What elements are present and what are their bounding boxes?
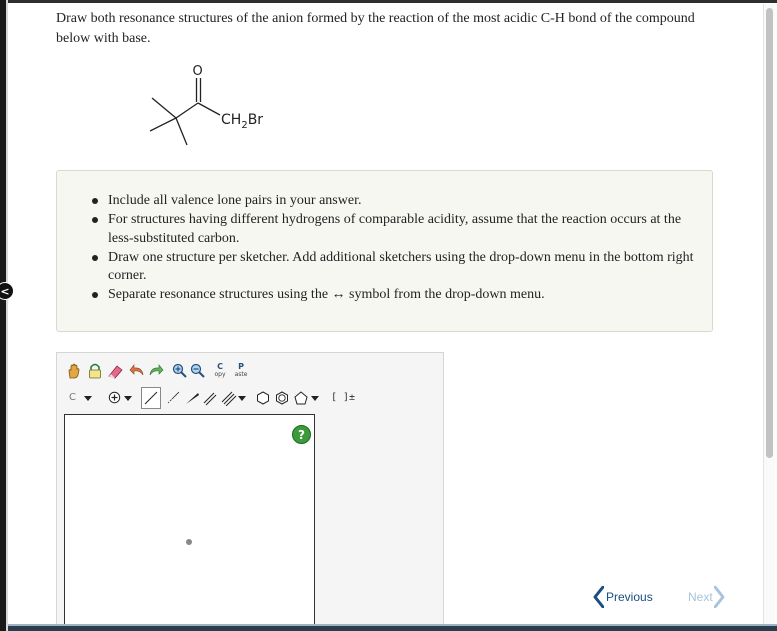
charge-plus-icon[interactable]	[108, 391, 121, 404]
double-bond-icon[interactable]	[202, 390, 218, 406]
bond-to-carbonyl	[176, 103, 198, 118]
instructions-box	[56, 170, 713, 332]
molecule-sketcher	[56, 352, 444, 631]
canvas-cursor-dot	[186, 539, 192, 545]
hand-icon[interactable]	[66, 363, 82, 379]
top-border	[8, 0, 777, 3]
methyl-bond-down	[176, 118, 187, 145]
methyl-bond-upper-left	[152, 98, 176, 118]
lock-icon[interactable]	[88, 363, 102, 379]
instruction-item: Include all valence lone pairs in your answer.	[87, 192, 700, 211]
chevron-left-icon	[592, 586, 604, 608]
chevron-down-icon[interactable]	[238, 396, 246, 402]
instruction-item: For structures having different hydrogens of comparable acidity, assume that the reaction occurs at the less-substituted carbon.	[87, 211, 700, 248]
pentagon-ring-icon[interactable]	[293, 390, 309, 406]
next-button[interactable]	[688, 586, 726, 608]
collapse-sidebar-button[interactable]: <	[0, 282, 14, 300]
bracket-charge-tool[interactable]: [ ]±	[331, 392, 356, 403]
undo-icon[interactable]	[129, 363, 145, 379]
previous-label: Previous	[606, 590, 653, 604]
eraser-icon[interactable]	[107, 363, 125, 379]
scrollbar-thumb[interactable]	[766, 8, 773, 458]
molecule-structure	[140, 58, 300, 153]
instruction-item: Separate resonance structures using the ↔ symbol from the drop-down menu.	[87, 286, 700, 305]
oxygen-label: O	[192, 64, 203, 79]
benzene-ring-icon[interactable]	[274, 390, 290, 406]
wedge-bond-icon[interactable]	[184, 390, 200, 406]
chevron-down-icon[interactable]	[124, 396, 132, 402]
question-text: Draw both resonance structures of the anion formed by the reaction of the most acidic C-H bond of the compound below with base.	[56, 11, 695, 46]
previous-button[interactable]	[592, 586, 653, 608]
instructions-list	[87, 192, 700, 305]
chevron-down-icon[interactable]	[84, 396, 92, 402]
next-label: Next	[688, 590, 713, 604]
bond-to-ch2br	[198, 103, 220, 115]
zoom-out-icon[interactable]	[190, 363, 205, 379]
zoom-in-icon[interactable]	[172, 363, 187, 379]
single-bond-tool[interactable]	[141, 387, 161, 409]
atom-selector[interactable]: C	[69, 392, 76, 403]
redo-icon[interactable]	[148, 363, 164, 379]
methyl-bond-lower-left	[150, 118, 176, 131]
instruction-item: Draw one structure per sketcher. Add additional sketchers using the drop-down menu in the bottom right corner.	[87, 249, 700, 286]
drawing-canvas[interactable]	[64, 414, 315, 631]
copy-button[interactable]: C opy	[214, 362, 226, 378]
triple-bond-icon[interactable]	[221, 390, 237, 406]
bottom-bar	[8, 626, 777, 631]
help-icon[interactable]: ?	[292, 425, 311, 444]
chevron-right-icon	[714, 586, 726, 608]
chevron-down-icon[interactable]	[311, 396, 319, 402]
ch2br-label: $CH_2Br$	[221, 112, 264, 131]
paste-button[interactable]: P aste	[234, 362, 248, 378]
left-frame-highlight	[6, 0, 8, 631]
hashed-wedge-bond-icon[interactable]	[165, 390, 181, 406]
hexagon-ring-icon[interactable]	[255, 390, 271, 406]
